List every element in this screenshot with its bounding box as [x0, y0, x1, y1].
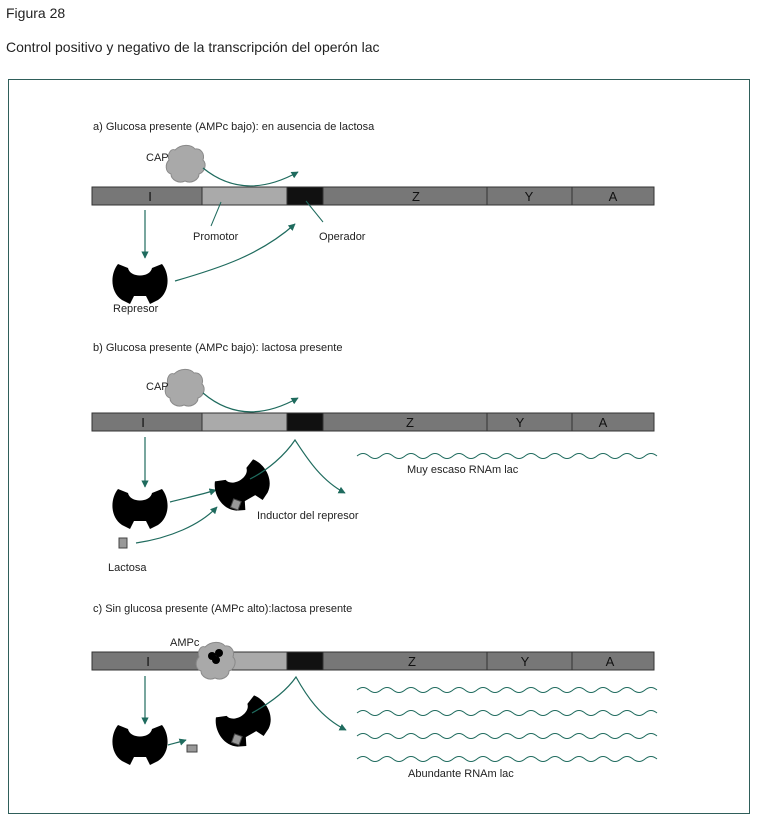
- lactose-icon: [187, 745, 197, 752]
- operator-segment: [287, 652, 323, 670]
- promoter-segment: [202, 413, 287, 431]
- operator-label: Operador: [319, 231, 366, 243]
- gene-z-segment: [323, 652, 487, 670]
- mrna-strand: [357, 734, 657, 739]
- lactose-label: Lactosa: [108, 562, 147, 574]
- mrna-strand: [357, 688, 657, 693]
- gene-i-segment: [92, 187, 202, 205]
- gene-z-label: Z: [406, 415, 414, 430]
- ampc-label: AMPc: [170, 637, 200, 649]
- gene-i-label: I: [146, 654, 150, 669]
- gene-a-label: A: [598, 415, 608, 430]
- mrna-strand: [357, 711, 657, 716]
- cap-protein-icon: [166, 145, 205, 182]
- panel-c: [92, 603, 657, 780]
- gene-y-label: Y: [520, 654, 530, 669]
- lactose-icon: [119, 538, 127, 548]
- gene-z-segment: [323, 413, 487, 431]
- promoter-label: Promotor: [193, 231, 239, 243]
- figure-title: Control positivo y negativo de la transcripción del operón lac: [6, 39, 380, 55]
- panel-a-caption: a) Glucosa presente (AMPc bajo): en ausencia de lactosa: [93, 121, 375, 133]
- repressor-icon: [112, 725, 167, 765]
- gene-a-label: A: [608, 189, 618, 204]
- gene-i-label: I: [148, 189, 152, 204]
- panel-c-caption: c) Sin glucosa presente (AMPc alto):lactosa presente: [93, 603, 353, 615]
- cap-arrow: [203, 168, 298, 186]
- gene-z-label: Z: [408, 654, 416, 669]
- promoter-pointer: [211, 202, 221, 226]
- cap-arrow: [203, 393, 298, 412]
- gene-y-segment: [487, 652, 572, 670]
- panel-a: [92, 121, 654, 315]
- inducer-label: Inductor del represor: [257, 510, 359, 522]
- inactive-repressor-icon: [211, 693, 279, 755]
- cap-protein-icon: [165, 369, 204, 406]
- operon-bar-b: [92, 413, 654, 431]
- gene-a-segment: [572, 413, 654, 431]
- gene-a-label: A: [605, 654, 615, 669]
- repressor-to-complex-arrow: [170, 490, 216, 502]
- operon-bar-a: [92, 187, 654, 205]
- mrna-label: Muy escaso RNAm lac: [407, 464, 519, 476]
- mrna-strand: [357, 454, 657, 459]
- cap-label: CAP: [146, 381, 169, 393]
- ampc-dot: [215, 649, 223, 657]
- mrna-label: Abundante RNAm lac: [408, 768, 514, 780]
- promoter-segment: [202, 187, 287, 205]
- operator-segment: [287, 187, 323, 205]
- gene-y-label: Y: [524, 189, 534, 204]
- panel-b-caption: b) Glucosa presente (AMPc bajo): lactosa presente: [93, 342, 343, 354]
- repressor-label: Represor: [113, 303, 159, 315]
- gene-z-label: Z: [412, 189, 420, 204]
- gene-i-label: I: [141, 415, 145, 430]
- operator-segment: [287, 413, 323, 431]
- operon-bar-c: [92, 652, 654, 670]
- cap-label: CAP: [146, 152, 169, 164]
- gene-z-segment: [323, 187, 487, 205]
- ampc-dot: [212, 656, 220, 664]
- gene-y-segment: [487, 413, 572, 431]
- repressor-icon: [112, 264, 167, 304]
- gene-i-segment: [92, 413, 202, 431]
- gene-y-label: Y: [515, 415, 525, 430]
- mrna-strand: [357, 757, 657, 762]
- repressor-to-inducer-arrow: [168, 740, 186, 745]
- repressor-icon: [112, 489, 167, 529]
- panel-b: [92, 342, 657, 574]
- figure-label: Figura 28: [6, 5, 66, 21]
